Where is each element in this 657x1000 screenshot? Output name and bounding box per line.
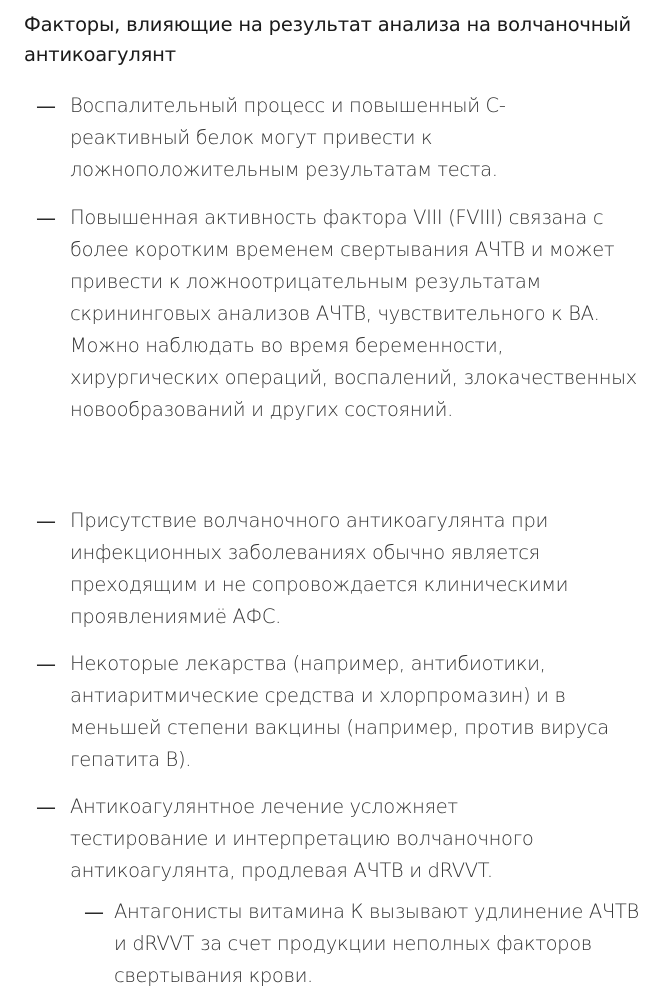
list-item — [36, 90, 636, 186]
dash-bullet-icon: — — [36, 509, 56, 533]
list-item-text: Антикоагулянтное лечение усложняет тестирование и интерпретацию волчаночного антикоагулянта, продлевая АЧТВ и dRVVT. — [70, 795, 534, 882]
list-item-text: Повышенная активность фактора VIII (FVIII) связана с более коротким временем свертывания АЧТВ и может привести к ложноотрицательным результатам скрининговых анализов АЧТВ, чувствительного к ВА. Можно наблюдать во время беременности, хирургических операций, воспалений, злокачественных новообразований и других состояний. — [70, 206, 637, 421]
list-item — [36, 202, 636, 490]
list-item — [36, 791, 636, 887]
dash-bullet-icon: — — [36, 206, 56, 230]
dash-bullet-icon: — — [36, 795, 56, 819]
dash-bullet-icon: — — [84, 900, 104, 924]
section-title: Факторы, влияющие на результат анализа на волчаночный антикоагулянт — [24, 13, 631, 66]
list-item-text: Воспалительный процесс и повышенный С-реактивный белок могут привести к ложноположительным результатам теста. — [70, 94, 506, 181]
list-subitem-text: Антагонисты витамина К вызывают удлинение АЧТВ и dRVVT за счет продукции неполных факторов свертывания крови. — [114, 900, 639, 987]
list-subitem — [84, 896, 644, 992]
list-item-text: Некоторые лекарства (например, антибиотики, антиаритмические средства и хлорпромазин) и в меньшей степени вакцины (например, против вируса гепатита В). — [70, 652, 609, 771]
dash-bullet-icon: — — [36, 652, 56, 676]
list-item — [36, 505, 636, 633]
list-item — [36, 648, 636, 776]
dash-bullet-icon: — — [36, 94, 56, 118]
list-item-text: Присутствие волчаночного антикоагулянта при инфекционных заболеваниях обычно является преходящим и не сопровождается клиническими проявлениямиё АФС. — [70, 509, 569, 628]
